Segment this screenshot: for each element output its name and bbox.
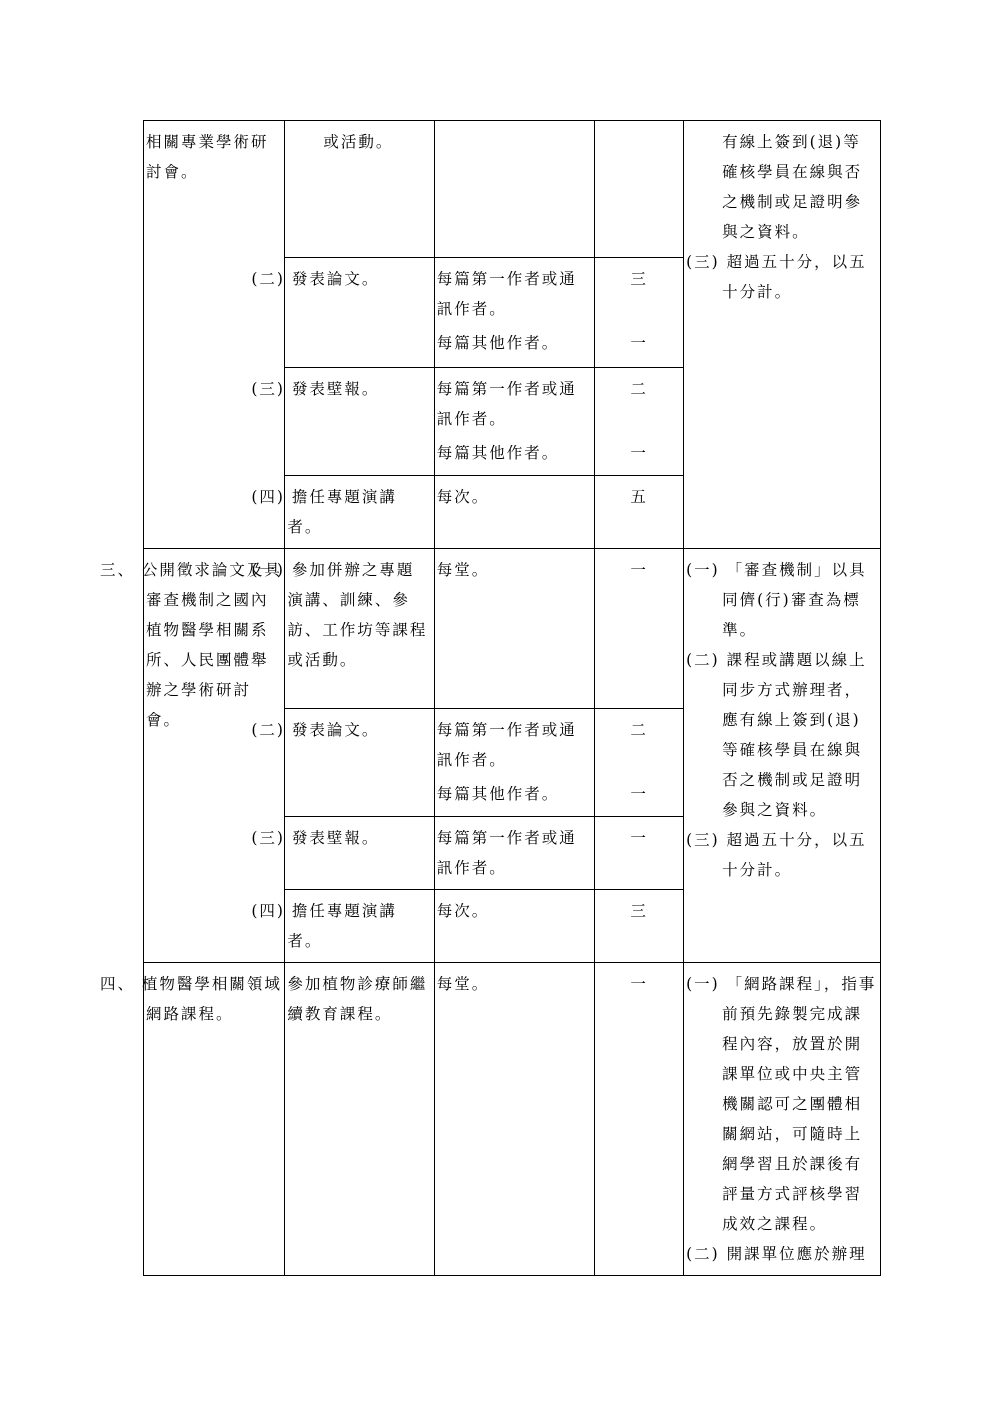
note-text: 有線上簽到(退)等確核學員在線與否之機制或足證明參與之資料。 (722, 133, 863, 241)
points-value: 一 (630, 334, 648, 352)
item-text: 參加植物診療師繼續教育課程。 (287, 975, 428, 1023)
points-cell (595, 476, 684, 549)
unit-text: 每篇第一作者或通訊作者。 (436, 721, 577, 769)
points-cell (595, 817, 684, 890)
unit-text: 每篇第一作者或通訊作者。 (436, 380, 577, 428)
unit-cell (434, 817, 595, 890)
unit-text: 每次。 (436, 902, 490, 920)
item-cell (285, 121, 434, 258)
note-text: (一) 「網路課程」，指事前預先錄製完成課程內容，放置於開課單位或中央主管機關認可之團體相關網站，可隨時上網學習且於課後有評量方式評核學習成效之課程。 (686, 975, 877, 1233)
unit-text: 每堂。 (436, 561, 490, 579)
notes-cell (684, 963, 881, 1276)
table-row (144, 121, 881, 258)
note-text: (三) 超過五十分，以五十分計。 (686, 253, 867, 301)
item-text: 或活動。 (323, 133, 394, 151)
points-cell (595, 549, 684, 709)
category-text: 相關專業學術研討會。 (146, 133, 269, 181)
unit-cell (434, 368, 595, 476)
unit-text: 每篇其他作者。 (436, 785, 560, 803)
item-text: (二) 發表論文。 (251, 721, 380, 739)
unit-cell (434, 709, 595, 817)
table-row (144, 963, 881, 1276)
item-cell (251, 258, 434, 368)
unit-cell (434, 258, 595, 368)
item-text: (二) 發表論文。 (251, 270, 380, 288)
points-value: 五 (630, 488, 648, 506)
note-text: (二) 開課單位應於辦理 (686, 1245, 867, 1263)
points-value: 一 (630, 975, 648, 993)
unit-text: 每篇第一作者或通訊作者。 (436, 270, 577, 318)
unit-text: 每堂。 (436, 975, 490, 993)
category-text: 三、 公開徵求論文及具審查機制之國內植物醫學相關系所、人民團體舉辦之學術研討會。 (100, 561, 282, 729)
notes-cell (684, 121, 881, 549)
item-text: (四) 擔任專題演講者。 (251, 488, 397, 536)
unit-cell (434, 476, 595, 549)
points-value: 一 (630, 829, 648, 847)
unit-text: 每次。 (436, 488, 490, 506)
unit-cell (434, 121, 595, 258)
points-value: 二 (630, 380, 648, 398)
item-text: (三) 發表壁報。 (251, 829, 380, 847)
points-value: 三 (630, 902, 648, 920)
unit-cell (434, 549, 595, 709)
item-cell (251, 709, 434, 817)
points-value: 三 (630, 270, 648, 288)
points-cell (595, 890, 684, 963)
item-cell (251, 476, 434, 549)
unit-cell (434, 890, 595, 963)
category-cell (100, 963, 285, 1276)
item-cell (251, 817, 434, 890)
item-cell (285, 963, 434, 1276)
points-value: 一 (630, 785, 648, 803)
points-value: 二 (630, 721, 648, 739)
points-cell (595, 121, 684, 258)
item-text: (一) 參加併辦之專題演講、訓練、參訪、工作坊等課程或活動。 (251, 561, 428, 669)
points-cell (595, 709, 684, 817)
points-value: 一 (630, 561, 648, 579)
note-text: (一) 「審查機制」以具同儕(行)審查為標準。 (686, 561, 867, 639)
unit-text: 每篇其他作者。 (436, 444, 560, 462)
note-text: (三) 超過五十分，以五十分計。 (686, 831, 867, 879)
points-cell (595, 963, 684, 1276)
notes-cell (684, 549, 881, 963)
item-cell (251, 368, 434, 476)
unit-text: 每篇其他作者。 (436, 334, 560, 352)
item-cell (251, 549, 434, 709)
points-cell (595, 258, 684, 368)
points-value: 一 (630, 444, 648, 462)
credit-table (100, 120, 881, 1276)
unit-cell (434, 963, 595, 1276)
unit-text: 每篇第一作者或通訊作者。 (436, 829, 577, 877)
note-text: (二) 課程或講題以線上同步方式辦理者，應有線上簽到(退)等確核學員在線與否之機制或足證明參與之資料。 (686, 651, 867, 819)
item-text: (四) 擔任專題演講者。 (251, 902, 397, 950)
points-cell (595, 368, 684, 476)
item-text: (三) 發表壁報。 (251, 380, 380, 398)
table-row (144, 549, 881, 709)
category-text: 四、 植物醫學相關領域網路課程。 (100, 975, 282, 1023)
item-cell (251, 890, 434, 963)
